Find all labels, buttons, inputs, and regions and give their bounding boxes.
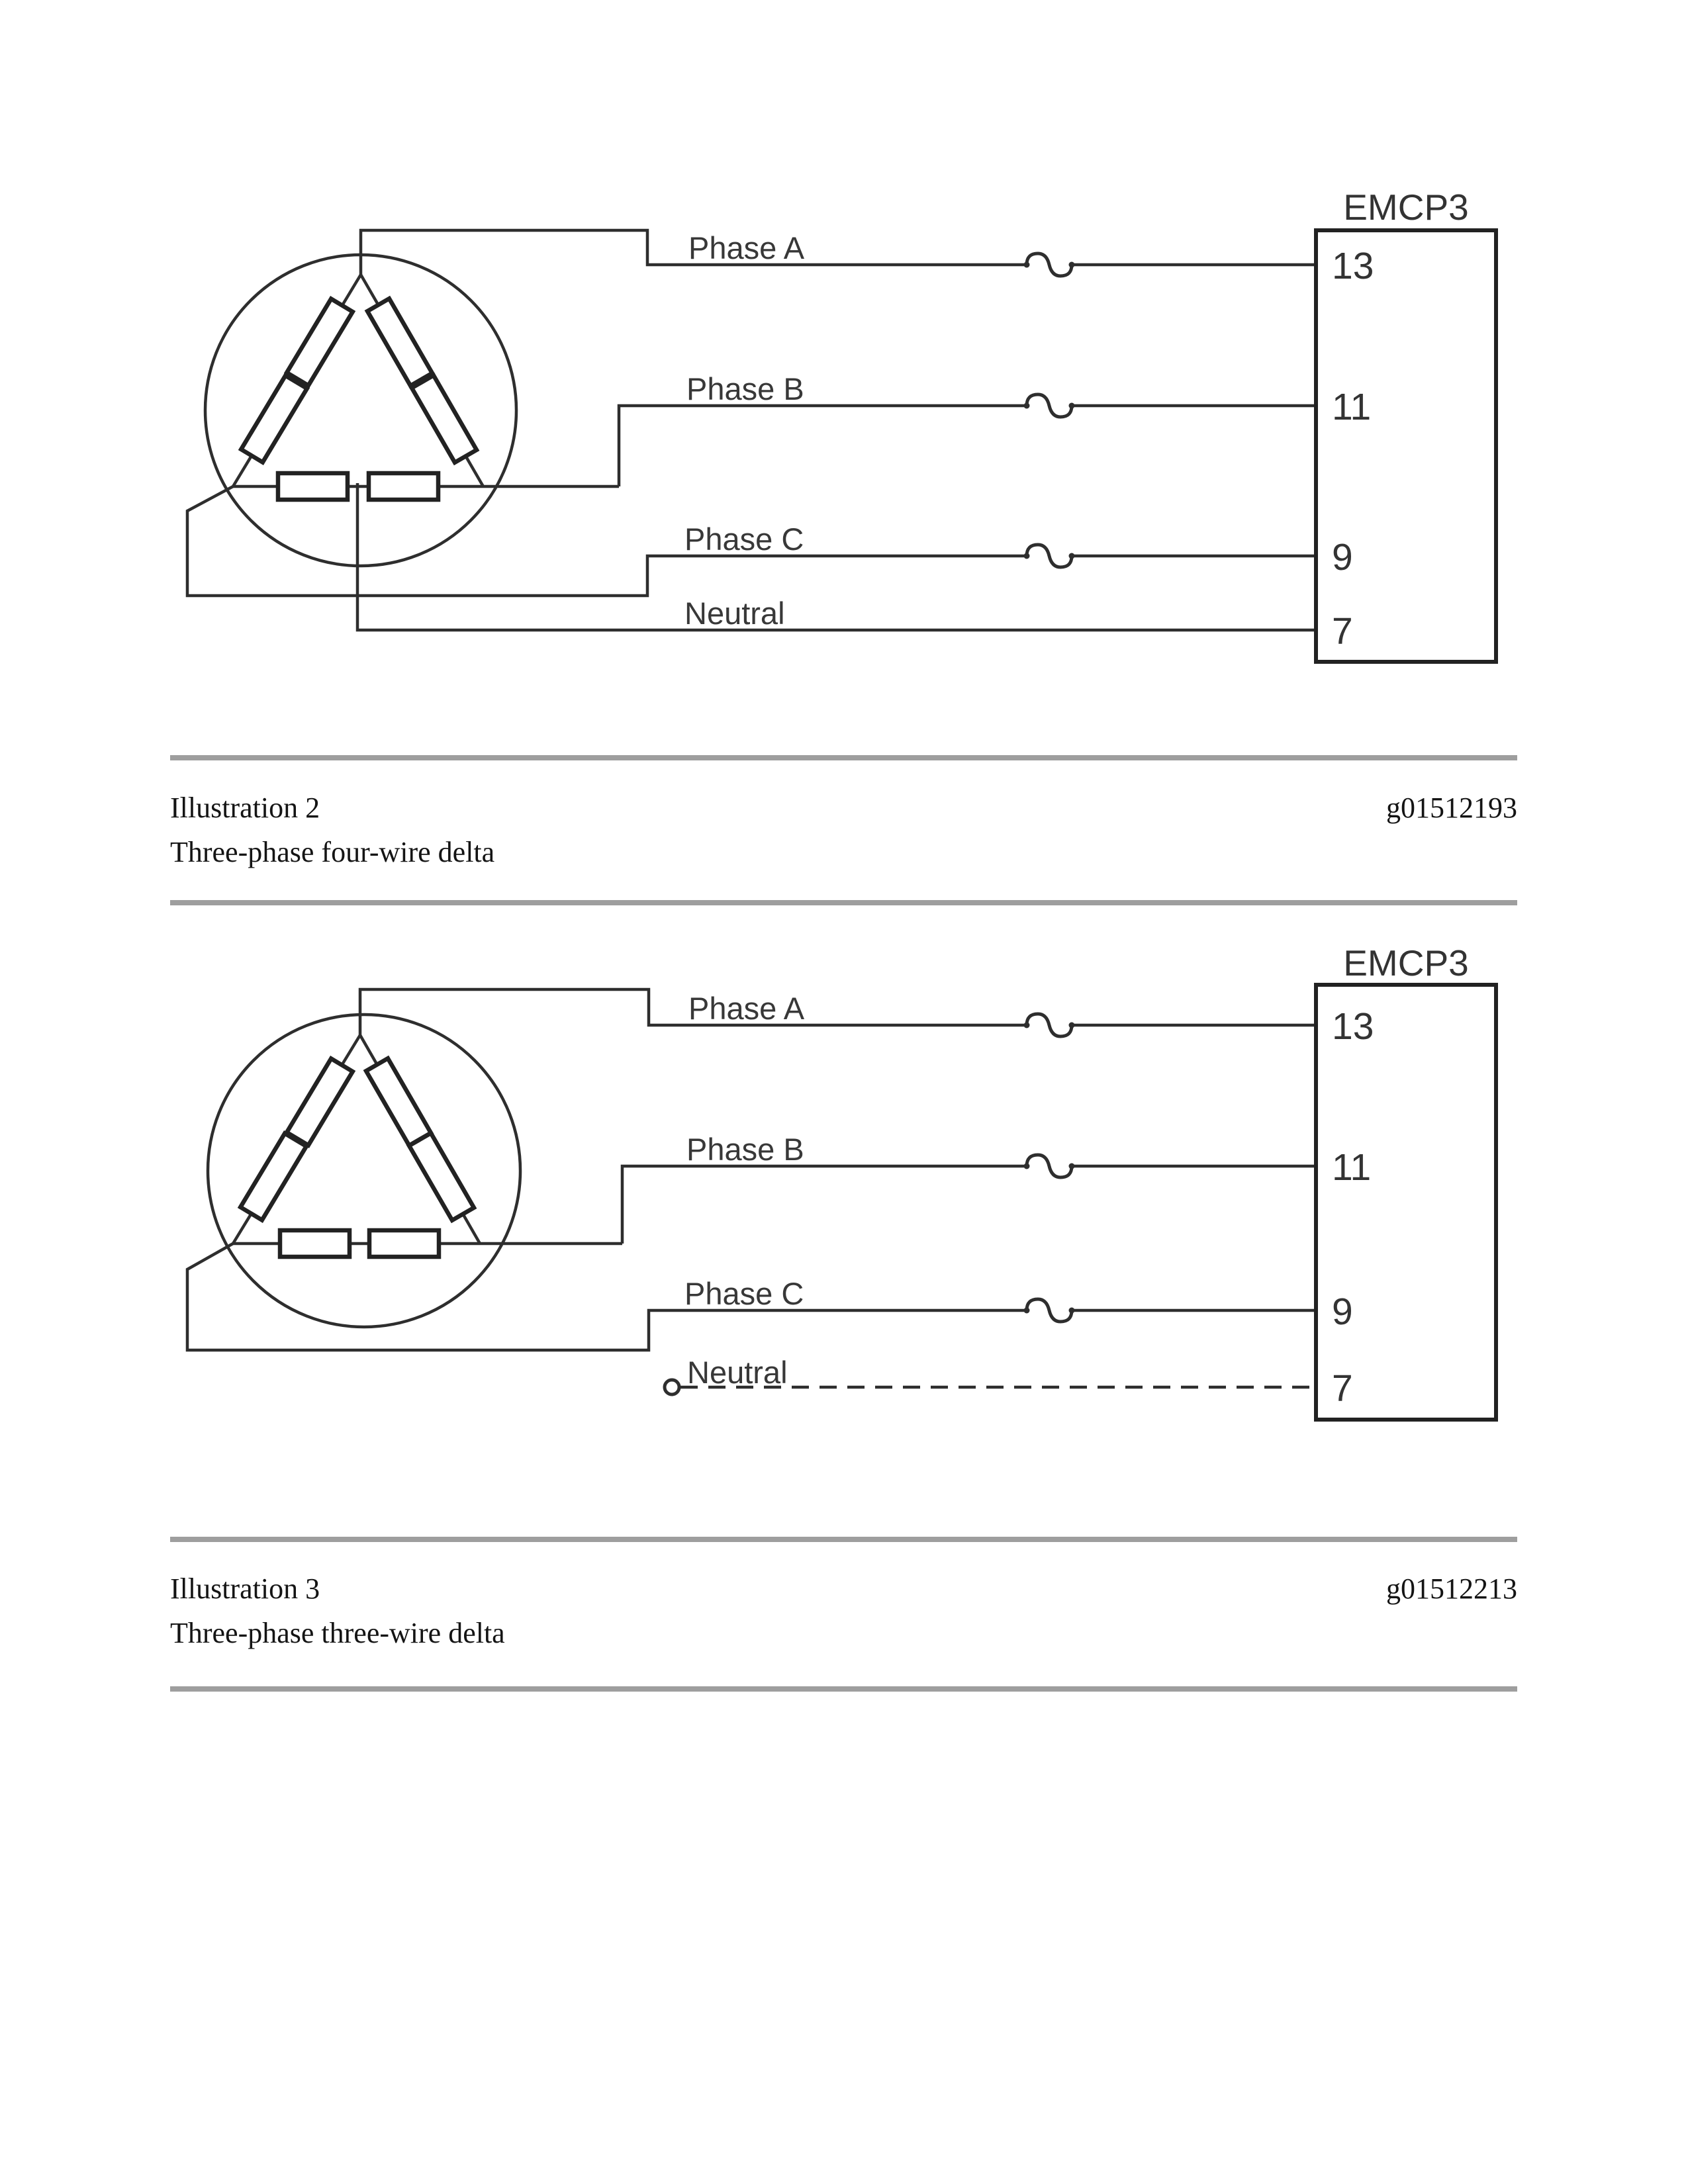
emcp3-title: EMCP3: [1343, 942, 1469, 983]
winding-resistor: [409, 1133, 474, 1220]
winding-resistor: [366, 1058, 431, 1146]
phase-c-wire: [187, 1244, 1027, 1350]
phase-a-label: Phase A: [688, 230, 805, 265]
fuse-icon: [1024, 1155, 1075, 1177]
illustration-code: g01512193: [1386, 792, 1517, 824]
caption-row: [170, 1572, 1517, 1606]
generator-circle: [205, 255, 516, 566]
winding-resistor: [280, 1230, 350, 1257]
generator-circle: [208, 1015, 520, 1327]
neutral-label: Neutral: [684, 596, 785, 631]
phase-b-label: Phase B: [686, 371, 804, 406]
illustration-code: g01512213: [1386, 1572, 1517, 1605]
phase-b-label: Phase B: [686, 1132, 804, 1167]
terminal-9-label: 9: [1332, 536, 1353, 578]
fuse-icon: [1024, 1299, 1075, 1322]
terminal-11-label: 11: [1332, 386, 1372, 428]
delta-winding: [233, 275, 619, 500]
neutral-label: Neutral: [687, 1355, 788, 1390]
phase-c-label: Phase C: [684, 1276, 804, 1311]
diagram-three-wire-delta: [187, 942, 1496, 1420]
winding-resistor: [278, 473, 348, 500]
fuse-icon: [1024, 253, 1075, 276]
illustration-number: Illustration 2: [170, 792, 320, 824]
winding-resistor: [369, 1230, 439, 1257]
winding-resistor: [287, 298, 353, 385]
phase-b-wire: [619, 406, 1027, 486]
phase-a-label: Phase A: [688, 991, 805, 1026]
caption-row: [170, 792, 1517, 825]
divider-rule: [170, 900, 1517, 905]
fuse-icon: [1024, 1014, 1075, 1036]
illustration-number: Illustration 3: [170, 1572, 320, 1605]
terminal-9-label: 9: [1332, 1291, 1353, 1333]
neutral-open-terminal-icon: [665, 1380, 679, 1394]
phase-b-wire: [622, 1166, 1027, 1244]
terminal-11-label: 11: [1332, 1146, 1372, 1189]
fuse-icon: [1024, 545, 1075, 567]
emcp3-box: [1316, 985, 1496, 1420]
winding-resistor: [287, 1058, 353, 1145]
emcp3-box: [1316, 230, 1496, 662]
terminal-7-label: 7: [1332, 1367, 1353, 1410]
terminal-13-label: 13: [1332, 1005, 1374, 1048]
divider-rule: [170, 755, 1517, 760]
phase-c-label: Phase C: [684, 522, 804, 557]
diagram-four-wire-delta: [187, 187, 1496, 662]
terminal-7-label: 7: [1332, 610, 1353, 653]
winding-resistor: [369, 473, 438, 500]
fuse-icon: [1024, 394, 1075, 417]
emcp3-title: EMCP3: [1343, 187, 1469, 228]
phase-c-wire: [187, 486, 1027, 596]
divider-rule: [170, 1686, 1517, 1692]
terminal-13-label: 13: [1332, 245, 1374, 287]
winding-resistor: [412, 375, 477, 463]
divider-rule: [170, 1537, 1517, 1542]
illustration-description: Three-phase four-wire delta: [170, 836, 495, 868]
delta-winding: [233, 1035, 622, 1257]
winding-resistor: [241, 375, 307, 462]
winding-resistor: [240, 1133, 306, 1220]
illustration-description: Three-phase three-wire delta: [170, 1617, 505, 1649]
winding-resistor: [367, 298, 432, 386]
